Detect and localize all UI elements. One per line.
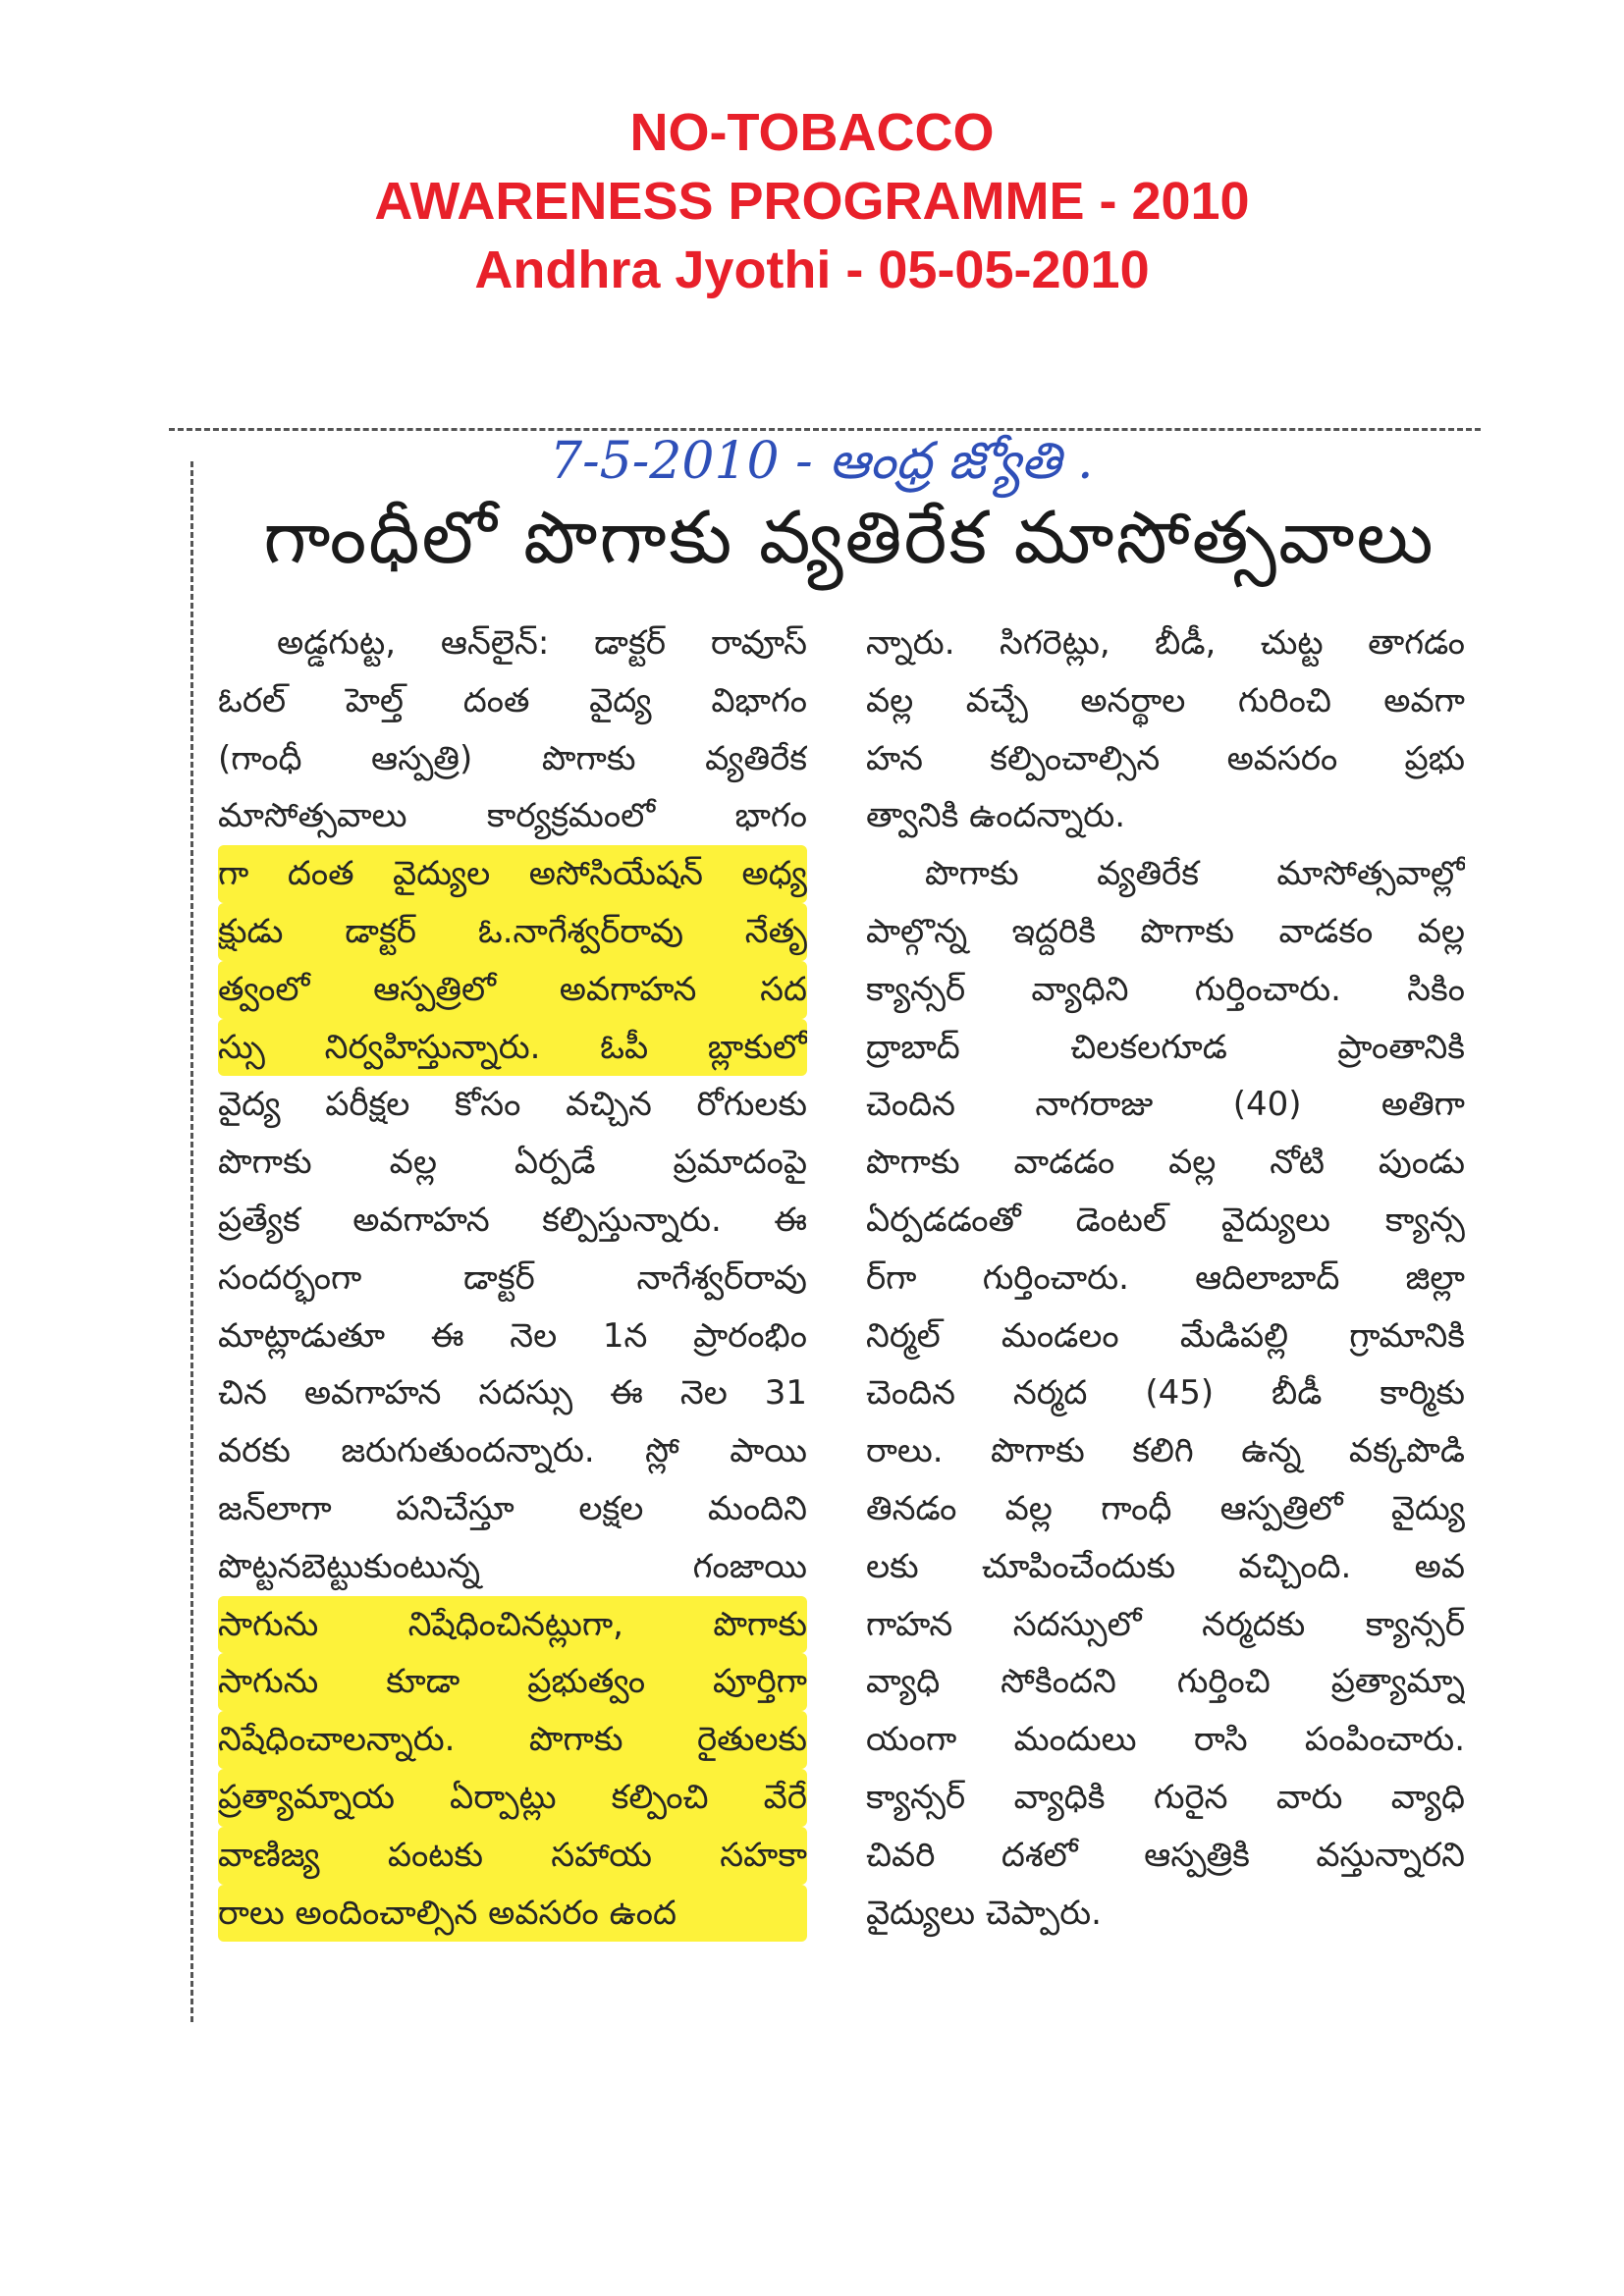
article-text: స్సు నిర్వహిస్తున్నారు. ఓపీ బ్లాకులో (218, 1027, 807, 1067)
highlighted-text-line (218, 1653, 807, 1711)
article-text: మాసోత్సవాలు కార్యక్రమంలో భాగం (218, 796, 807, 836)
article-text: యంగా మందులు రాసి పంపించారు. (866, 1720, 1465, 1760)
article-text: చివరి దశలో ఆస్పత్రికి వస్తున్నారని (866, 1835, 1465, 1875)
article-text-line (866, 1885, 1465, 1943)
highlighted-text-line (218, 1769, 807, 1827)
article-text-line (866, 1538, 1465, 1596)
article-headline: గాంధీలో పొగాకు వ్యతిరేక మాసోత్సవాలు (263, 496, 1435, 580)
article-text-line (218, 1250, 807, 1308)
article-text: గాహన సదస్సులో నర్మదకు క్యాన్సర్ (866, 1604, 1465, 1644)
article-text: ప్రత్యేక అవగాహన కల్పిస్తున్నారు. ఈ (218, 1200, 807, 1240)
header-line-2: AWARENESS PROGRAMME - 2010 (374, 172, 1250, 231)
article-text: (గాంధీ ఆస్పత్రి) పొగాకు వ్యతిరేక (218, 738, 807, 778)
article-text: సందర్భంగా డాక్టర్ నాగేశ్వర్‌రావు (218, 1257, 807, 1298)
highlighted-text-line (218, 1711, 807, 1769)
article-text: ఏర్పడడంతో డెంటల్ వైద్యులు క్యాన్స (866, 1200, 1465, 1240)
article-text: మాట్లాడుతూ ఈ నెల 1న ప్రారంభిం (218, 1315, 807, 1356)
article-text: నిర్మల్ మండలం మేడిపల్లి గ్రామానికి (866, 1315, 1465, 1356)
article-text-line (866, 1596, 1465, 1654)
article-text: క్యాన్సర్ వ్యాధికి గురైన వారు వ్యాధి (866, 1777, 1465, 1817)
article-text: గా దంత వైద్యుల అసోసియేషన్ అధ్య (218, 854, 807, 894)
article-text-line (866, 1711, 1465, 1769)
article-text: పొట్టనబెట్టుకుంటున్న గంజాయి (218, 1546, 807, 1586)
article-text: వరకు జరుగుతుందన్నారు. స్లో పాయి (218, 1431, 807, 1471)
header-line-3: Andhra Jyothi - 05-05-2010 (474, 240, 1150, 299)
article-text: చెందిన నాగరాజు (40) అతిగా (866, 1085, 1465, 1125)
article-text: పొగాకు వ్యతిరేక మాసోత్సవాల్లో (925, 854, 1465, 894)
article-text-line (866, 1076, 1465, 1134)
article-text-line (866, 845, 1465, 903)
article-text: పొగాకు వల్ల ఏర్పడే ప్రమాదంపై (218, 1143, 807, 1183)
article-text: అడ్డగుట్ట, ఆన్‌లైన్: డాక్టర్ రావూస్ (277, 623, 807, 663)
article-text-line (218, 1364, 807, 1422)
article-text: సాగును కూడా ప్రభుత్వం పూర్తిగా (218, 1662, 807, 1702)
article-text: ర్‌గా గుర్తించారు. ఆదిలాబాద్ జిల్లా (866, 1257, 1465, 1298)
article-text-line (866, 903, 1465, 961)
article-text-line (866, 730, 1465, 788)
article-text-line (218, 1076, 807, 1134)
article-text: సాగును నిషేధించినట్లుగా, పొగాకు (218, 1604, 807, 1644)
article-text: నిషేధించాలన్నారు. పొగాకు రైతులకు (218, 1720, 807, 1760)
article-text: పొగాకు వాడడం వల్ల నోటి పుండు (866, 1143, 1465, 1183)
article-text: ప్రత్యామ్నాయ ఏర్పాట్లు కల్పించి వేరే (218, 1777, 807, 1817)
article-text-line (866, 1250, 1465, 1308)
article-text-line (218, 1192, 807, 1250)
article-text: లకు చూపించేందుకు వచ్చింది. అవ (866, 1546, 1465, 1586)
highlighted-text-line (218, 903, 807, 961)
article-right-column (866, 614, 1465, 1942)
article-text-line (866, 1192, 1465, 1250)
article-text: తినడం వల్ల గాంధీ ఆస్పత్రిలో వైద్యు (866, 1488, 1465, 1528)
article-text-line (218, 1538, 807, 1596)
article-text-line (866, 614, 1465, 672)
article-text: వల్ల వచ్చే అనర్థాల గురించి అవగా (866, 680, 1465, 721)
article-text: పాల్గొన్న ఇద్దరికి పొగాకు వాడకం వల్ల (866, 911, 1465, 951)
article-text-line (218, 1134, 807, 1192)
highlighted-text-line (218, 961, 807, 1019)
article-text: వ్యాధి సోకిందని గుర్తించి ప్రత్యామ్నా (866, 1662, 1465, 1702)
article-text-line (866, 1653, 1465, 1711)
highlighted-text-line (218, 845, 807, 903)
article-text-line (866, 1364, 1465, 1422)
article-text-line (866, 1422, 1465, 1480)
article-text-line (218, 730, 807, 788)
article-text: న్నారు. సిగరెట్లు, బీడీ, చుట్ట తాగడం (866, 623, 1465, 663)
highlighted-text-line (218, 1019, 807, 1077)
highlighted-text-line (218, 1827, 807, 1885)
article-text: క్షుడు డాక్టర్ ఓ.నాగేశ్వర్‌రావు నేతృ (218, 911, 807, 951)
article-text: వాణిజ్య పంటకు సహాయ సహకా (218, 1835, 807, 1875)
article-text-line (218, 614, 807, 672)
article-text: ఓరల్ హెల్త్ దంత వైద్య విభాగం (218, 680, 807, 721)
article-text: చెందిన నర్మద (45) బీడీ కార్మికు (866, 1373, 1465, 1414)
article-text-line (218, 1480, 807, 1538)
article-text: చిన అవగాహన సదస్సు ఈ నెల 31 (218, 1373, 807, 1414)
article-text-line (866, 961, 1465, 1019)
article-text: జన్‌లాగా పనిచేస్తూ లక్షల మందిని (218, 1488, 807, 1528)
article-text: వైద్య పరీక్షల కోసం వచ్చిన రోగులకు (218, 1085, 807, 1125)
article-text: త్వంలో ఆస్పత్రిలో అవగాహన సద (218, 969, 807, 1009)
article-text-line (866, 1769, 1465, 1827)
article-text-line (866, 672, 1465, 730)
article-text: రాలు. పొగాకు కలిగి ఉన్న వక్కపొడి (866, 1431, 1465, 1471)
article-text-line (218, 1308, 807, 1365)
article-text-line (866, 1134, 1465, 1192)
article-text: రాలు అందించాల్సిన అవసరం ఉంద (218, 1893, 677, 1933)
handwritten-date-note: 7-5-2010 - ఆంధ్ర జ్యోతి . (550, 432, 1094, 491)
article-text: క్యాన్సర్ వ్యాధిని గుర్తించారు. సికిం (866, 969, 1465, 1009)
article-text-line (866, 1480, 1465, 1538)
article-left-column (218, 614, 807, 1942)
article-text: త్వానికి ఉందన్నారు. (866, 796, 1126, 836)
article-text: ద్రాబాద్ చిలకలగూడ ప్రాంతానికి (866, 1027, 1465, 1067)
article-text-line (866, 787, 1465, 845)
article-text-line (218, 1422, 807, 1480)
article-text-line (866, 1019, 1465, 1077)
article-text-line (218, 787, 807, 845)
header-line-1: NO-TOBACCO (629, 103, 995, 162)
highlighted-text-line (218, 1596, 807, 1654)
article-text-line (866, 1308, 1465, 1365)
article-text: వైద్యులు చెప్పారు. (866, 1893, 1102, 1933)
clipping-left-cut-line (190, 461, 193, 2022)
article-text-line (218, 672, 807, 730)
highlighted-text-line (218, 1885, 807, 1943)
page-header (0, 98, 1624, 304)
clipping-top-cut-line (169, 428, 1481, 431)
article-text: హన కల్పించాల్సిన అవసరం ప్రభు (866, 738, 1465, 778)
article-text-line (866, 1827, 1465, 1885)
